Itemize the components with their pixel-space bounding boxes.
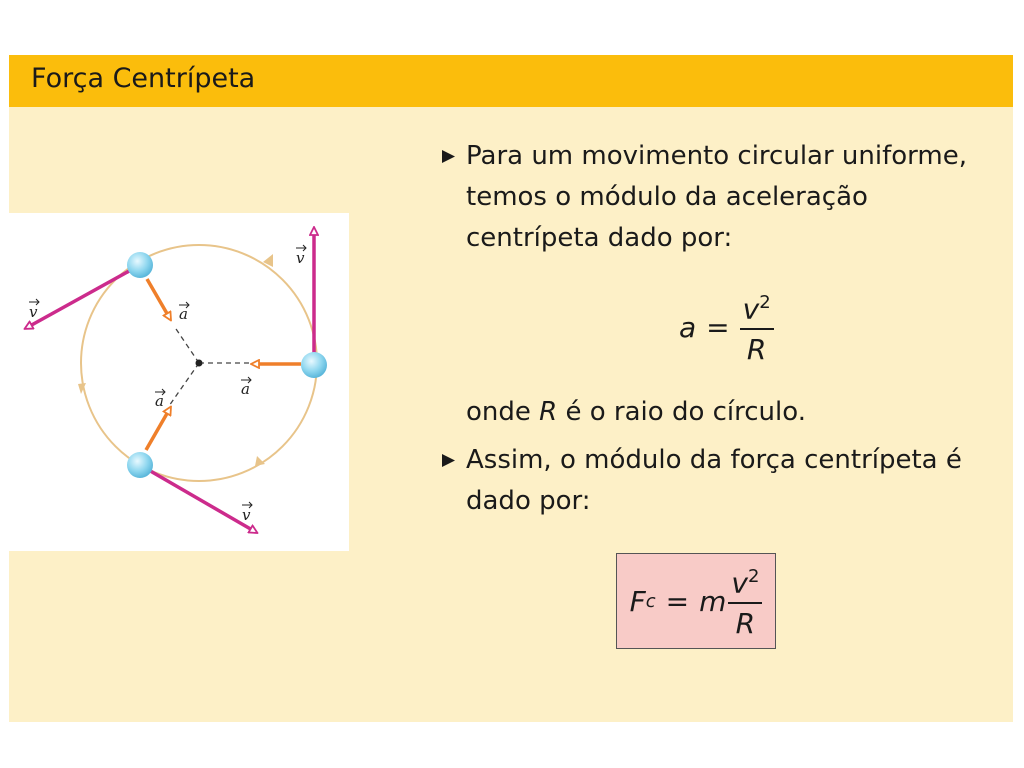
radius-explanation (466, 392, 806, 433)
velocity-label: v (29, 303, 38, 321)
exponent: 2 (759, 291, 771, 313)
mass-symbol: m (699, 584, 727, 618)
particle (127, 252, 153, 278)
numerator-var: v (742, 292, 760, 326)
formula-lhs: a (679, 310, 697, 344)
bullet-text: Assim, o módulo da força centrípeta é dado por: (466, 445, 962, 516)
velocity-label: v (296, 249, 305, 267)
acceleration-label: a (155, 392, 164, 410)
vector-labels (29, 249, 305, 524)
acceleration-label: a (241, 380, 250, 398)
bullet-text: Para um movimento circular uniforme, temos o módulo da aceleração centrípeta dado por: (466, 141, 967, 253)
numerator-var: v (731, 566, 748, 600)
radius-lines (169, 326, 249, 406)
onde-rest: é o raio do círculo. (565, 397, 806, 427)
velocity-label: v (242, 506, 251, 524)
slide-title: Força Centrípeta (31, 63, 256, 94)
bullet-triangle-icon (429, 136, 465, 177)
fraction (728, 558, 762, 644)
force-symbol: F (629, 584, 646, 618)
fraction (740, 284, 774, 370)
acceleration-vectors (146, 279, 301, 450)
fraction-numerator (728, 558, 762, 604)
vector-arrow-marks (29, 245, 306, 508)
particle (301, 352, 327, 378)
fraction-denominator: R (735, 607, 756, 641)
acceleration-formula (679, 283, 774, 371)
bullet-triangle-icon (429, 440, 465, 481)
circular-motion-diagram (9, 213, 349, 551)
acceleration-label: a (179, 305, 188, 323)
equals-sign: = (665, 584, 690, 618)
force-subscript: c (645, 590, 656, 612)
slide (9, 55, 1013, 722)
radius-var: R (539, 397, 558, 427)
fraction-numerator (740, 284, 774, 330)
center-point (196, 360, 203, 367)
bullet-item (429, 136, 1004, 259)
exponent: 2 (747, 565, 760, 587)
circular-motion-figure (9, 213, 349, 551)
title-bar (9, 55, 1013, 107)
equals-sign: = (706, 310, 730, 344)
centripetal-force-formula-box (616, 553, 776, 649)
fraction-denominator: R (746, 333, 767, 367)
bullet-item (429, 440, 1004, 522)
particle (127, 452, 153, 478)
onde-word: onde (466, 397, 531, 427)
velocity-vectors (28, 231, 314, 531)
